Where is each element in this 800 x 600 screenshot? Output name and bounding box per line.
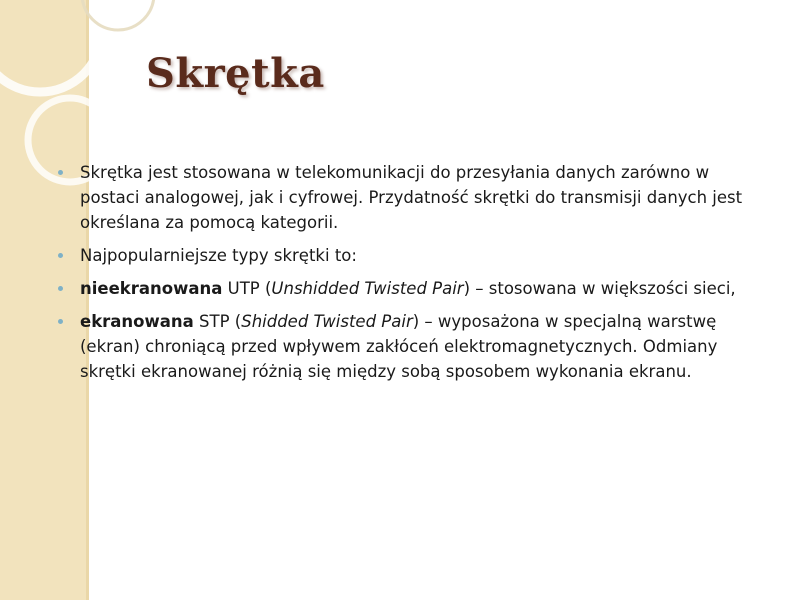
bullet-item [56,276,756,301]
bullet-item [56,160,756,235]
bullet-list [56,160,756,392]
bullet-text: STP ( [193,312,242,331]
bullet-text: ) – stosowana w większości sieci, [463,279,736,298]
bullet-icon [58,286,63,291]
bullet-icon [58,319,63,324]
bullet-expansion: Unshidded Twisted Pair [271,279,464,298]
bullet-expansion: Shidded Twisted Pair [241,312,413,331]
bullet-term: ekranowana [80,312,194,331]
bullet-icon [58,170,63,175]
bullet-icon [58,253,63,258]
bullet-text: Najpopularniejsze typy skrętki to: [80,246,357,265]
bullet-text: ) – wyposażona w specjalną warstwę (ekran) chroniącą przed wpływem zakłóceń elektromagnetycznych. Odmiany skrętki ekranowanej różnią się między sobą sposobem wykonania ekranu. [80,312,718,381]
slide-title: Skrętka [146,50,325,97]
bullet-text: UTP ( [222,279,272,298]
bullet-term: nieekranowana [80,279,223,298]
bullet-text: Skrętka jest stosowana w telekomunikacji do przesyłania danych zarówno w postaci analogowej, jak i cyfrowej. Przydatność skrętki do transmisji danych jest określana za pomocą kategorii. [80,163,743,232]
bullet-item [56,243,756,268]
bullet-item [56,309,756,384]
